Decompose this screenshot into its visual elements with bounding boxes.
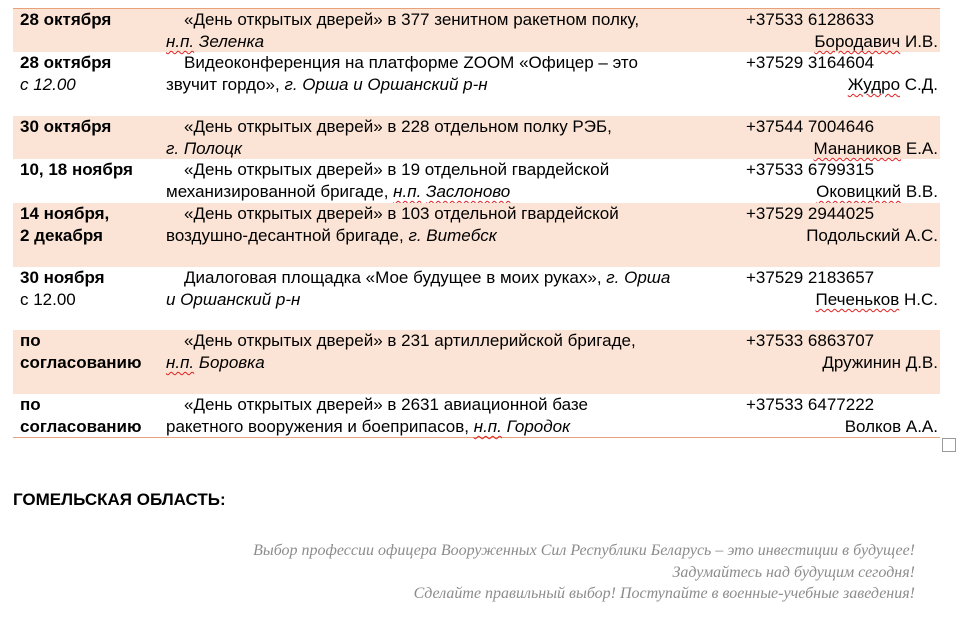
event-date-line: по xyxy=(20,395,41,414)
event-location: Зеленка xyxy=(194,32,265,51)
event-title: «День открытых дверей» в 231 артиллерийской бригаде, xyxy=(184,331,636,350)
event-date-line: 30 ноября xyxy=(20,268,105,287)
table-row xyxy=(13,52,940,116)
event-date-line: 30 октября xyxy=(20,117,112,136)
event-date-line: 2 декабря xyxy=(20,226,103,245)
table-row xyxy=(13,203,940,267)
event-line xyxy=(166,116,736,138)
contact-name-part: И.В. xyxy=(900,32,938,51)
table-row xyxy=(13,394,940,437)
contact-name xyxy=(746,138,938,160)
event-line xyxy=(166,138,736,160)
event-location: н.п. xyxy=(166,32,195,51)
event-title: «День открытых дверей» в 377 зенитном ракетном полку, xyxy=(184,10,640,29)
table-row xyxy=(13,9,940,52)
event-date xyxy=(20,394,168,438)
event-date xyxy=(20,330,168,374)
contact-name-part: Дружинин Д.В. xyxy=(822,353,938,372)
contact-name xyxy=(746,225,938,247)
event-date-line: согласованию xyxy=(20,353,142,372)
contact-name-part: Е.А. xyxy=(901,139,938,158)
event-line xyxy=(166,289,736,311)
contact-name-part: Печеньков xyxy=(815,290,900,309)
contact-name-part: Оковицкий xyxy=(816,182,902,201)
event-title: ракетного вооружения и боеприпасов, xyxy=(166,417,474,436)
contact-phone: +37533 6799315 xyxy=(746,160,875,179)
event-date-line: согласованию xyxy=(20,417,142,436)
contact-phone: +37533 6863707 xyxy=(746,331,875,350)
event-description xyxy=(166,394,736,438)
event-location: Боровка xyxy=(194,353,265,372)
event-location: г. Орша xyxy=(606,268,671,287)
event-title: «День открытых дверей» в 103 отдельной гвардейской xyxy=(184,204,619,223)
event-date xyxy=(20,9,168,31)
contact-name-part: Манаников xyxy=(813,139,902,158)
contact-name xyxy=(746,352,938,374)
contact-name-part: В.В. xyxy=(901,182,938,201)
event-title: Диалоговая площадка «Мое будущее в моих руках», xyxy=(184,268,607,287)
event-contact xyxy=(746,267,938,311)
contact-name-part: Жудро xyxy=(847,75,901,94)
event-location: н.п. xyxy=(393,182,422,201)
event-title: «День открытых дверей» в 2631 авиационной базе xyxy=(184,395,588,414)
table-row xyxy=(13,267,940,330)
event-location: н.п. xyxy=(166,353,195,372)
table-row xyxy=(13,330,940,394)
event-description xyxy=(166,203,736,247)
event-line xyxy=(166,181,736,203)
event-date xyxy=(20,52,168,96)
event-date-line: 28 октября xyxy=(20,10,112,29)
contact-name-part: Волков А.А. xyxy=(844,417,938,436)
contact-name xyxy=(746,181,938,203)
event-description xyxy=(166,267,736,311)
event-contact xyxy=(746,116,938,160)
slogan-line: Сделайте правильный выбор! Поступайте в военные-учебные заведения! xyxy=(413,585,915,602)
event-description xyxy=(166,330,736,374)
event-line xyxy=(166,9,736,31)
table-end-handle[interactable] xyxy=(942,438,956,452)
event-date xyxy=(20,203,168,247)
event-line xyxy=(166,159,736,181)
event-location: Городок xyxy=(501,417,571,436)
slogan-line: Выбор профессии офицера Вооруженных Сил Республики Беларусь – это инвестиции в будущее! xyxy=(253,542,915,559)
event-line xyxy=(166,330,736,352)
event-date-line: по xyxy=(20,331,41,350)
event-location: и Оршанский р-н xyxy=(166,290,301,309)
event-date-line: с 12.00 xyxy=(20,290,76,309)
contact-name-part: С.Д. xyxy=(900,75,938,94)
contact-name xyxy=(746,31,938,53)
event-title: «День открытых дверей» в 19 отдельной гвардейской xyxy=(184,160,610,179)
event-line xyxy=(166,52,736,74)
event-location: г. Витебск xyxy=(408,226,497,245)
event-line xyxy=(166,416,736,438)
event-date-line: с 12.00 xyxy=(20,75,76,94)
contact-name xyxy=(746,74,938,96)
event-line xyxy=(166,74,736,96)
event-contact xyxy=(746,203,938,247)
event-description xyxy=(166,52,736,96)
contact-phone: +37544 7004646 xyxy=(746,117,875,136)
table-row xyxy=(13,159,940,203)
events-table xyxy=(13,8,940,438)
event-title: Видеоконференция на платформе ZOOM «Офицер – это xyxy=(184,53,638,72)
event-location: г. Полоцк xyxy=(166,139,243,158)
contact-phone: +37529 3164604 xyxy=(746,53,875,72)
region-heading: ГОМЕЛЬСКАЯ ОБЛАСТЬ: xyxy=(13,490,226,509)
event-contact xyxy=(746,394,938,438)
contact-phone: +37529 2183657 xyxy=(746,268,875,287)
event-contact xyxy=(746,330,938,374)
event-contact xyxy=(746,52,938,96)
event-description xyxy=(166,116,736,160)
event-date xyxy=(20,116,168,138)
event-title: звучит гордо», xyxy=(166,75,285,94)
event-line xyxy=(166,352,736,374)
event-line xyxy=(166,267,736,289)
event-contact xyxy=(746,159,938,203)
event-date xyxy=(20,159,168,181)
contact-name xyxy=(746,289,938,311)
contact-phone: +37533 6128633 xyxy=(746,10,875,29)
event-line xyxy=(166,31,736,53)
slogan-line: Задумайтесь над будущим сегодня! xyxy=(672,563,915,581)
contact-phone: +37533 6477222 xyxy=(746,395,875,414)
table-row xyxy=(13,116,940,159)
event-description xyxy=(166,159,736,203)
event-title: «День открытых дверей» в 228 отдельном полку РЭБ, xyxy=(184,117,612,136)
event-location: Заслоново xyxy=(426,182,511,201)
event-title: механизированной бригаде, xyxy=(166,182,394,201)
contact-name-part: Подольский А.С. xyxy=(806,226,938,245)
event-description xyxy=(166,9,736,53)
contact-name-part: Бородавич xyxy=(814,32,901,51)
event-date-line: 14 ноября, xyxy=(20,204,110,223)
event-date xyxy=(20,267,168,311)
event-line xyxy=(166,394,736,416)
event-line xyxy=(166,203,736,225)
event-title: воздушно-десантной бригаде, xyxy=(166,226,409,245)
event-contact xyxy=(746,9,938,53)
contact-phone: +37529 2944025 xyxy=(746,204,875,223)
slogan-block xyxy=(55,540,915,605)
event-location: г. Орша и Оршанский р-н xyxy=(284,75,488,94)
contact-name-part: Н.С. xyxy=(899,290,938,309)
event-location: н.п. xyxy=(473,417,502,436)
event-line xyxy=(166,225,736,247)
contact-name xyxy=(746,416,938,438)
event-date-line: 10, 18 ноября xyxy=(20,160,133,179)
event-date-line: 28 октября xyxy=(20,53,112,72)
